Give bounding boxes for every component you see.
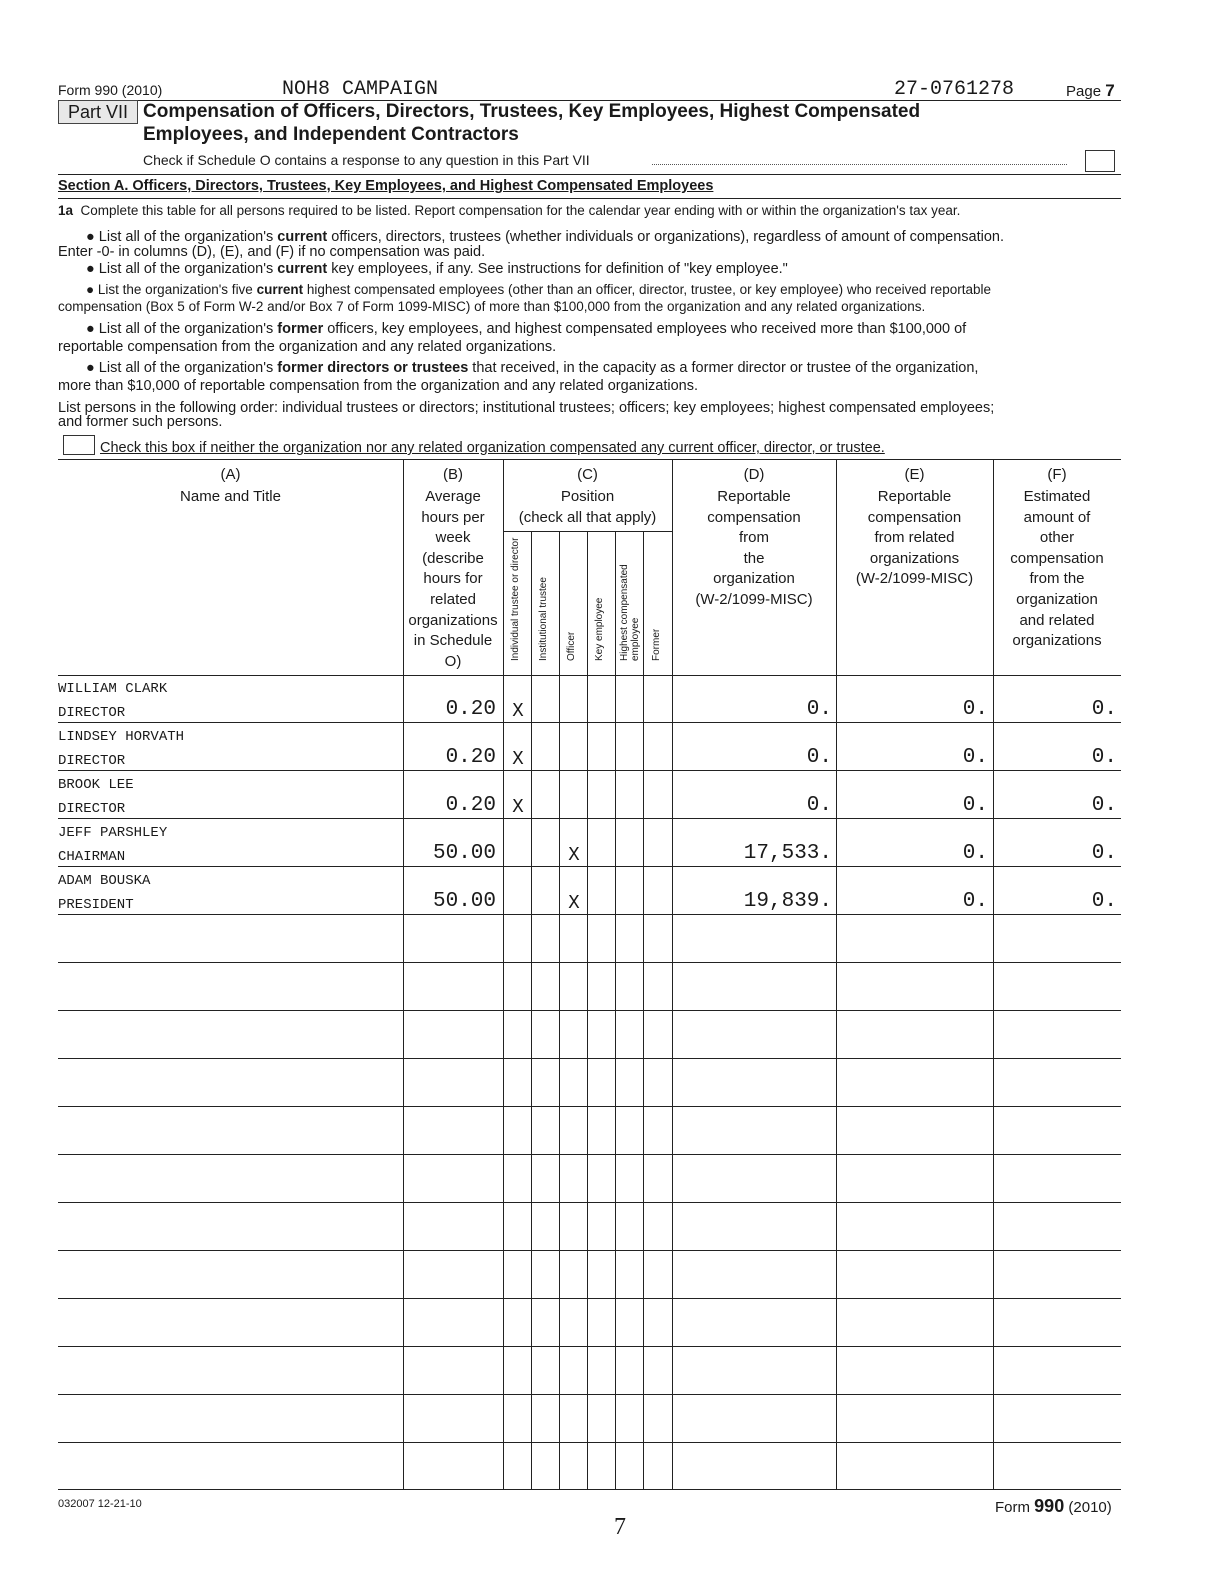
col-d-line: (W-2/1099-MISC) bbox=[695, 590, 813, 608]
other-comp: 0. bbox=[1091, 746, 1117, 769]
comp-from-related: 0. bbox=[962, 890, 988, 913]
col-b-line: hours for bbox=[423, 570, 483, 588]
col-f-line: organization bbox=[1016, 590, 1098, 608]
col-c-former: Former bbox=[651, 628, 662, 661]
col-e-line: from related bbox=[874, 529, 955, 547]
col-c-line: (check all that apply) bbox=[518, 508, 657, 526]
col-e-text bbox=[836, 487, 993, 590]
bullet-2-bold: current bbox=[277, 261, 328, 277]
footer-form-year: (2010) bbox=[1064, 1499, 1112, 1516]
person-name: ADAM BOUSKA bbox=[58, 873, 151, 889]
page-label-number: 7 bbox=[1105, 81, 1115, 100]
col-d-line: compensation bbox=[707, 508, 801, 526]
bullet-5-text-a: List all of the organization's bbox=[98, 360, 278, 376]
hours-per-week: 50.00 bbox=[432, 842, 496, 865]
footer-code: 032007 12-21-10 bbox=[58, 1498, 142, 1510]
bullet-5: ● List all of the organization's former directors or trustees that received, in the capacity as a former director or trustee of the organization, bbox=[86, 360, 979, 376]
bullet-1-cont: Enter -0- in columns (D), (E), and (F) if no compensation was paid. bbox=[58, 244, 486, 260]
other-comp: 0. bbox=[1091, 698, 1117, 721]
col-f-line: amount of bbox=[1023, 508, 1091, 526]
comp-from-org: 0. bbox=[806, 746, 832, 769]
part-title-line1: Compensation of Officers, Directors, Trustees, Key Employees, Highest Compensated bbox=[143, 101, 921, 122]
col-e-line: compensation bbox=[867, 508, 962, 526]
col-c-line: Position bbox=[560, 488, 615, 505]
comp-from-org: 0. bbox=[806, 698, 832, 721]
page-label bbox=[1066, 81, 1115, 101]
section-a-title: Section A. Officers, Directors, Trustees, Key Employees, and Highest Compensated Employees bbox=[58, 178, 714, 194]
col-b-line: in Schedule bbox=[413, 632, 493, 650]
footer-form-number: 990 bbox=[1034, 1496, 1065, 1516]
bullet-5-cont: more than $10,000 of reportable compensation from the organization and any related organizations. bbox=[58, 378, 699, 394]
col-b-line: organizations bbox=[408, 611, 498, 629]
other-comp: 0. bbox=[1091, 842, 1117, 865]
col-b-line: (describe bbox=[422, 549, 484, 567]
comp-from-org: 17,533. bbox=[743, 842, 832, 865]
person-name: LINDSEY HORVATH bbox=[58, 729, 185, 745]
bullet-2-text-c: key employees, if any. See instructions for definition of "key employee." bbox=[327, 261, 788, 277]
position-check: X bbox=[512, 748, 524, 770]
person-title: PRESIDENT bbox=[58, 897, 134, 913]
bullet-3-bold: current bbox=[256, 282, 304, 297]
col-d-text bbox=[672, 487, 836, 611]
col-c-key-employee: Key employee bbox=[594, 597, 605, 661]
comp-from-related: 0. bbox=[962, 842, 988, 865]
col-b-line: Average bbox=[425, 488, 481, 505]
form-label: Form 990 (2010) bbox=[58, 82, 163, 98]
col-f-line: other bbox=[1039, 529, 1075, 547]
footer-page-number: 7 bbox=[614, 1514, 626, 1540]
bullet-5-bold: former directors or trustees bbox=[277, 360, 469, 376]
line-1a-text: Complete this table for all persons required to be listed. Report compensation for the calendar year ending with or within the organization's tax year. bbox=[80, 203, 961, 218]
part-tag: Part VII bbox=[58, 100, 138, 124]
col-c-individual-trustee: Individual trustee or director bbox=[510, 537, 521, 661]
other-comp: 0. bbox=[1091, 890, 1117, 913]
col-f-line: organizations bbox=[1012, 632, 1102, 650]
hours-per-week: 0.20 bbox=[445, 746, 496, 769]
person-name: JEFF PARSHLEY bbox=[58, 825, 168, 841]
comp-from-org: 19,839. bbox=[743, 890, 832, 913]
org-name: NOH8 CAMPAIGN bbox=[282, 78, 439, 101]
bullet-3-cont: compensation (Box 5 of Form W-2 and/or Box 7 of Form 1099-MISC) of more than $100,000 from the organization and any related organizations. bbox=[58, 299, 926, 314]
col-a-title: Name and Title bbox=[180, 488, 281, 505]
col-f-line: Estimated bbox=[1023, 488, 1091, 505]
bullet-4-text-c: officers, key employees, and highest compensated employees who received more than $100,000 of bbox=[323, 321, 967, 337]
col-f-line: from the bbox=[1029, 570, 1085, 588]
bullet-3-text-c: highest compensated employees (other than an officer, director, trustee, or key employee) who received reportable bbox=[303, 282, 991, 297]
position-check: X bbox=[568, 844, 580, 866]
col-c-highest-compensated: Highest compensated bbox=[619, 564, 630, 661]
person-name: WILLIAM CLARK bbox=[58, 681, 168, 697]
bullet-4: ● List all of the organization's former officers, key employees, and highest compensated employees who received more than $100,000 of bbox=[86, 321, 967, 337]
col-b-line: related bbox=[430, 590, 476, 608]
col-f-line: and related bbox=[1019, 611, 1095, 629]
position-check: X bbox=[512, 700, 524, 722]
schedule-o-check-text: Check if Schedule O contains a response to any question in this Part VII bbox=[143, 152, 590, 168]
col-e-line: Reportable bbox=[877, 488, 952, 505]
bullet-1-text-c: officers, directors, trustees (whether individuals or organizations), regardless of amount of compensation. bbox=[327, 229, 1004, 245]
part-title-line2: Employees, and Independent Contractors bbox=[143, 124, 519, 145]
col-b-letter: (B) bbox=[443, 466, 463, 483]
person-title: DIRECTOR bbox=[58, 801, 126, 817]
col-f-line: compensation bbox=[1010, 549, 1104, 567]
line-1a-number: 1a bbox=[58, 203, 74, 218]
person-title: DIRECTOR bbox=[58, 705, 126, 721]
bullet-3-text-a: List the organization's five bbox=[97, 282, 257, 297]
schedule-o-leader bbox=[652, 164, 1067, 165]
hours-per-week: 0.20 bbox=[445, 698, 496, 721]
hours-per-week: 0.20 bbox=[445, 794, 496, 817]
bullet-1: ● List all of the organization's current officers, directors, trustees (whether individuals or organizations), regardless of amount of compensation. bbox=[86, 229, 1004, 245]
col-d-letter: (D) bbox=[743, 466, 765, 483]
comp-from-related: 0. bbox=[962, 746, 988, 769]
col-e-line: (W-2/1099-MISC) bbox=[855, 570, 974, 588]
position-check: X bbox=[568, 892, 580, 914]
line-1a bbox=[58, 203, 960, 218]
person-title: CHAIRMAN bbox=[58, 849, 126, 865]
footer-form-label bbox=[995, 1496, 1112, 1517]
col-c-text bbox=[503, 487, 672, 528]
bullet-2: ● List all of the organization's current key employees, if any. See instructions for definition of "key employee." bbox=[86, 261, 788, 277]
person-name: BROOK LEE bbox=[58, 777, 134, 793]
bullet-4-cont: reportable compensation from the organization and any related organizations. bbox=[58, 339, 557, 355]
col-e-letter: (E) bbox=[904, 466, 925, 483]
col-d-line: the bbox=[743, 549, 765, 567]
col-d-line: from bbox=[739, 529, 769, 547]
col-d-line: organization bbox=[713, 570, 795, 588]
page-label-text: Page bbox=[1066, 83, 1102, 100]
order-line-1: List persons in the following order: individual trustees or directors; institutional trustees; officers; key employees; highest compensated employees; bbox=[58, 400, 995, 416]
col-b-text bbox=[403, 487, 503, 672]
bullet-2-text-a: List all of the organization's bbox=[98, 261, 278, 277]
bullet-1-bold: current bbox=[277, 229, 328, 245]
col-c-highest-compensated-employee: employee bbox=[630, 617, 641, 661]
person-title: DIRECTOR bbox=[58, 753, 126, 769]
col-b-line: week bbox=[435, 529, 471, 547]
footer-form-prefix: Form bbox=[995, 1499, 1035, 1516]
col-d-line: Reportable bbox=[717, 488, 791, 505]
col-a-letter: (A) bbox=[220, 466, 241, 483]
comp-from-related: 0. bbox=[962, 698, 988, 721]
position-check: X bbox=[512, 796, 524, 818]
bullet-5-text-c: that received, in the capacity as a former director or trustee of the organization, bbox=[468, 360, 979, 376]
bullet-1-text-a: List all of the organization's bbox=[98, 229, 278, 245]
hours-per-week: 50.00 bbox=[432, 890, 496, 913]
bullet-4-text-a: List all of the organization's bbox=[98, 321, 278, 337]
comp-from-related: 0. bbox=[962, 794, 988, 817]
col-c-institutional-trustee: Institutional trustee bbox=[538, 577, 549, 661]
order-line-2: and former such persons. bbox=[58, 414, 223, 430]
ein: 27-0761278 bbox=[894, 78, 1015, 101]
col-f-text bbox=[993, 487, 1121, 652]
comp-from-org: 0. bbox=[806, 794, 832, 817]
col-b-line: O) bbox=[444, 652, 462, 670]
bullet-4-bold: former bbox=[277, 321, 324, 337]
other-comp: 0. bbox=[1091, 794, 1117, 817]
col-b-line: hours per bbox=[421, 508, 485, 526]
bullet-3: ● List the organization's five current highest compensated employees (other than an officer, director, trustee, or key employee) who received reportable bbox=[86, 282, 991, 297]
schedule-o-checkbox[interactable] bbox=[1085, 150, 1115, 172]
neither-checkbox[interactable] bbox=[63, 435, 95, 455]
col-f-letter: (F) bbox=[1047, 466, 1067, 483]
col-c-officer: Officer bbox=[566, 631, 577, 661]
col-e-line: organizations bbox=[869, 549, 960, 567]
neither-check-text: Check this box if neither the organization nor any related organization compensated any current officer, director, or trustee. bbox=[100, 440, 885, 456]
col-c-letter: (C) bbox=[577, 466, 598, 483]
